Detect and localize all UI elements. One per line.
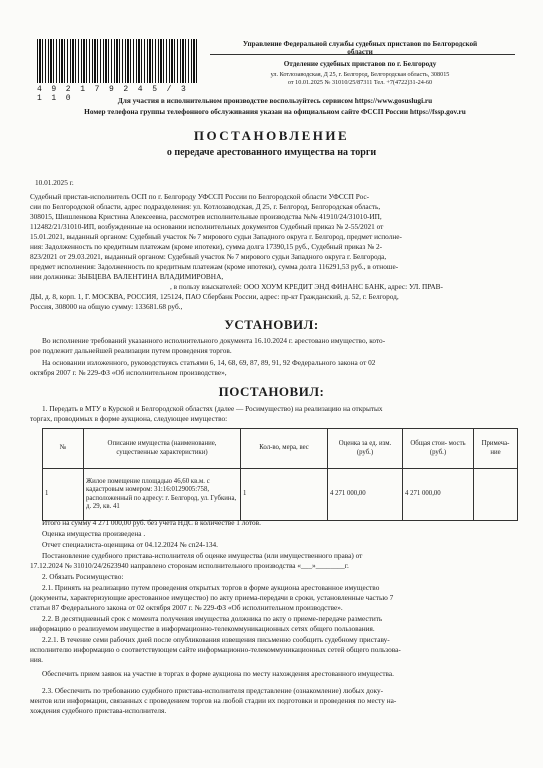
- after-line-16: ментов или информации, связанных с проведением торгов на любой стадии их подготовки и проведения по месту на-: [30, 696, 397, 705]
- after-line-11: 2.2.1. В течение семи рабочих дней после опубликования извещения письменно сообщить судебному приставу-: [42, 635, 390, 644]
- intro-line-1: сии по Белгородской области, адрес подразделения: ул. Котлозаводская, Д 25, г. Белгород, Белгородская область,: [30, 202, 381, 211]
- after-line-12: исполнителю информацию о соответствующем сайте информационно-телекоммуникационных сетей общего пользова-: [30, 645, 401, 654]
- address-line2: от 10.01.2025 № 31010/25/87311 Тел. +7(4722)31-24-60: [287, 79, 433, 86]
- after-line-3: Постановление судебного пристава-исполнителя об оценке имущества (или имущественного права) от: [42, 551, 363, 560]
- cell-note: [474, 469, 518, 521]
- ustanovil-line-0: Во исполнение требований указанного исполнительного документа 16.10.2024 г. арестовано имущество, кото-: [42, 336, 386, 345]
- intro-line-0: Судебный пристав-исполнитель ОСП по г. Белгороду УФССП России по Белгородской области УФССП Рос-: [30, 192, 370, 201]
- intro-line-8: нии должника: ЗЫБЦЕВА ВАЛЕНТИНА ВЛАДИМИРОВНА,: [30, 272, 224, 281]
- postanovil-line-0: 1. Передать в МТУ в Курской и Белгородской областях (далее — Росимущество) на реализацию на открытых: [42, 404, 383, 413]
- intro-line-9: , в пользу взыскателей: ООО ХОУМ КРЕДИТ ЭНД ФИНАНС БАНК, адрес: УЛ. ПРАВ-: [170, 282, 443, 291]
- intro-line-4: 15.01.2021, выданный органом: Судебный участок № 7 мирового судьи Западного округа г. Белгород, предмет исполне-: [30, 232, 402, 241]
- cell-qty: 1: [241, 469, 328, 521]
- after-line-5: 2. Обязать Росимущество:: [42, 572, 124, 581]
- after-line-17: хождения судебного пристава-исполнителя.: [30, 706, 167, 715]
- after-line-2: Отчет специалиста-оценщика от 04.12.2024 № сп24-134.: [42, 540, 218, 549]
- intro-line-5: ния: Задолженность по кредитным платежам (кроме ипотеки), сумма долга 17390,15 руб., Судебный приказ № 2-: [30, 242, 383, 251]
- ustanovil-line-2: На основании изложенного, руководствуясь статьями 6, 14, 68, 69, 87, 89, 91, 92 Федерального закона от 02: [42, 358, 376, 367]
- barcode-number: 4 9 2 1 7 9 2 4 5 / 3 1 1 0: [37, 85, 189, 103]
- header-cell-description: Описание имущества (наименование, существенные характеристики): [84, 429, 241, 469]
- intro-line-11: Россия, 308000 на общую сумму: 133681.68 руб.,: [30, 302, 183, 311]
- header-cell-unit-price: Оценка за ед. изм. (руб.): [328, 429, 403, 469]
- postanovil-line-1: торгах, проводимых в форме аукциона, следующее имущество:: [30, 414, 228, 423]
- cell-num: 1: [43, 469, 84, 521]
- after-line-7: (документы, характеризующие арестованное имущество) по акту приема-передачи в сроки, установленные частью 7: [30, 593, 394, 602]
- table-row: [43, 469, 518, 521]
- address-line1: ул. Котлозаводская, Д 25, г. Белгород, Белгородская область, 308015: [270, 71, 450, 78]
- header-cell-qty: Кол-во, мера, вес: [241, 429, 328, 469]
- header-cell-total: Общая стои- мость (руб.): [403, 429, 474, 469]
- dept-line2: области: [347, 48, 373, 56]
- after-line-14: Обеспечить прием заявок на участие в торгах в форме аукциона по месту нахождения арестованного имущества.: [42, 669, 394, 678]
- document-date: 10.01.2025 г.: [35, 178, 74, 187]
- document-title: ПОСТАНОВЛЕНИЕ: [193, 128, 350, 143]
- after-line-9: 2.2. В десятидневный срок с момента получения имущества должника по акту о приеме-передаче разместить: [42, 614, 383, 623]
- after-line-4: 17.12.2024 № 31010/24/2623940 направлено сторонам исполнительного производства «___»________г.: [30, 561, 349, 570]
- header-cell-num: №: [43, 429, 84, 469]
- table-header-row: [43, 429, 518, 469]
- after-line-1: Оценка имущества произведена .: [42, 529, 146, 538]
- ustanovil-line-1: рое подлежит дальнейшей реализации путем проведения торгов.: [30, 346, 232, 355]
- intro-line-2: 308015, Шишленкова Кристина Алексеевна, рассмотрев исполнительные производства №№ 41910/24/31010-ИП,: [30, 212, 382, 221]
- header-cell-note: Примеча- ние: [474, 429, 518, 469]
- heading-postanovil: ПОСТАНОВИЛ:: [218, 384, 325, 399]
- intro-line-10: ДЫ, д. 8, корп. 1, Г. МОСКВА, РОССИЯ, 125124, ПАО Сбербанк России, адрес: пр-кт Гражданский, д. 52, г. Белгород,: [30, 292, 399, 301]
- intro-line-3: 112482/21/31010-ИП, возбужденные на основании исполнительных документов Судебный приказ № 2-55/2021 от: [30, 222, 384, 231]
- property-table: [42, 428, 518, 521]
- cell-unit-price: 4 271 000,00: [328, 469, 403, 521]
- branch-name: Отделение судебных приставов по г. Белгороду: [283, 60, 437, 68]
- document-subtitle: о передаче арестованного имущества на торги: [166, 147, 377, 158]
- notice-phone: Номер телефона группы телефонного обслуживания указан на официальном сайте ФССП России https://fssp.gov.ru: [84, 107, 466, 116]
- barcode: [37, 39, 197, 83]
- after-line-13: ния.: [30, 655, 43, 664]
- cell-total: 4 271 000,00: [403, 469, 474, 521]
- heading-ustanovil: УСТАНОВИЛ:: [224, 317, 319, 332]
- cell-description: Жилое помещение площадью 46,60 кв.м. с кадастровым номером: 31:16:0129005:758, расположенный по адресу: г. Белгород, ул. Губкина, д. 29, кв. 41: [84, 469, 241, 521]
- after-line-0: Итого на сумму 4 271 000,00 руб. без учета НДС в количестве 1 лотов.: [42, 518, 261, 527]
- notice-gosuslugi: Для участия в исполнительном производстве воспользуйтесь сервисом https://www.gosuslugi.ru: [117, 96, 433, 105]
- intro-line-7: предмет исполнения: Задолженность по кредитным платежам (кроме ипотеки), сумма долга 116291,53 руб., в отноше-: [30, 262, 399, 271]
- after-line-8: статьи 87 Федерального закона от 02 октября 2007 г. № 229-ФЗ «Об исполнительном производстве».: [30, 603, 343, 612]
- after-line-10: информацию о реализуемом имуществе в информационно-телекоммуникационных сетях общего пользования.: [30, 624, 375, 633]
- ustanovil-line-3: октября 2007 г. № 229-ФЗ «Об исполнительном производстве»,: [30, 368, 227, 377]
- dept-line1: Управление Федеральной службы судебных приставов по Белгородской: [242, 40, 478, 48]
- after-line-6: 2.1. Принять на реализацию путем проведения открытых торгов в форме аукциона арестованное имущество: [42, 583, 380, 592]
- intro-line-6: 823/2021 от 29.03.2021, выданный органом: Судебный участок № 7 мирового судьи Западного округа г. Белгорода,: [30, 252, 387, 261]
- after-line-15: 2.3. Обеспечить по требованию судебного пристава-исполнителя представление (ознакомление) любых доку-: [42, 686, 384, 695]
